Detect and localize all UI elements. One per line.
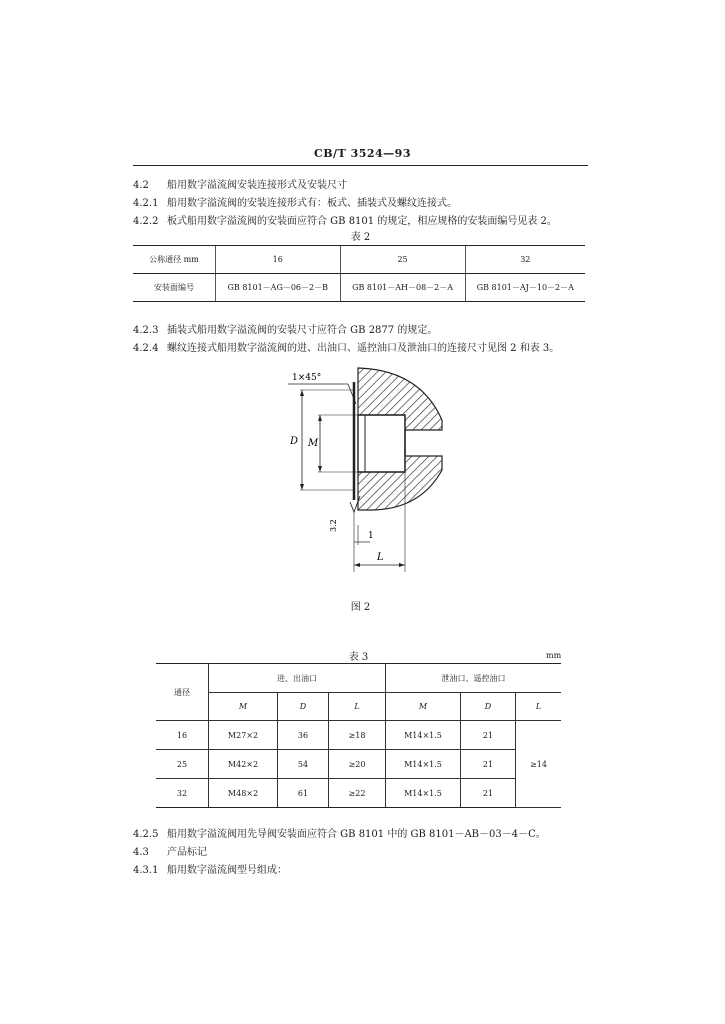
clause-4-2-5: [133, 825, 546, 840]
table-3: [156, 663, 561, 808]
table-cell: 61: [278, 779, 329, 808]
table-cell: M14×1.5: [386, 779, 461, 808]
table-cell: 16: [216, 246, 341, 274]
section-text: 船用数字溢流阀安装连接形式及安装尺寸: [167, 180, 347, 191]
table-cell: 安装面编号: [133, 274, 216, 302]
table-cell: 32: [465, 246, 585, 274]
table3-caption: 表 3: [348, 652, 369, 663]
body-section-lower: [358, 456, 442, 510]
table-cell: M48×2: [209, 779, 278, 808]
figure-2-caption: 图 2: [350, 602, 371, 613]
table-cell: ≥20: [329, 750, 386, 779]
dim-1-label: 1: [368, 531, 374, 541]
table-cell: GB 8101－AG－06－2－B: [216, 274, 341, 302]
dim-M-label: M: [308, 438, 319, 449]
table-cell: ≥22: [329, 779, 386, 808]
table-header-cell: D: [461, 693, 516, 721]
table-header-cell: M: [386, 693, 461, 721]
table-row: [156, 779, 561, 808]
section-4-3: [133, 843, 207, 858]
table-row: [156, 664, 561, 693]
table-cell: 54: [278, 750, 329, 779]
section-number: 4.2.5: [133, 829, 159, 840]
table-cell: 21: [461, 721, 516, 750]
table-cell: 25: [156, 750, 209, 779]
table-cell: M42×2: [209, 750, 278, 779]
table-2: [133, 245, 585, 302]
table-cell: GB 8101－AJ－10－2－A: [465, 274, 585, 302]
table-row: [156, 750, 561, 779]
section-text: 板式船用数字溢流阀的安装面应符合 GB 8101 的规定，相应规格的安装面编号见表 2。: [167, 216, 557, 227]
figure-2-drawing: [270, 360, 470, 580]
section-text: 船用数字溢流阀型号组成：: [167, 865, 287, 876]
section-number: 4.2: [133, 180, 149, 191]
clause-4-3-1: [133, 861, 287, 876]
table-cell: M14×1.5: [386, 750, 461, 779]
table-cell: 25: [340, 246, 465, 274]
section-number: 4.2.3: [133, 325, 159, 336]
section-number: 4.2.4: [133, 343, 159, 354]
roughness-value: 3.2: [329, 519, 338, 532]
section-text: 船用数字溢流阀用先导阀安装面应符合 GB 8101 中的 GB 8101－AB－03－4－C。: [167, 829, 546, 840]
table-row: [156, 721, 561, 750]
table-row: [133, 274, 585, 302]
standard-code: CB/T 3524—93: [313, 147, 411, 160]
table-header-cell: D: [278, 693, 329, 721]
table-cell: 36: [278, 721, 329, 750]
table-cell: GB 8101－AH－08－2－A: [340, 274, 465, 302]
clause-4-2-2: [133, 212, 557, 227]
clause-4-2-4: [133, 339, 559, 354]
section-text: 船用数字溢流阀的安装连接形式有：板式、插装式及螺纹连接式。: [167, 198, 457, 209]
chamfer-label: 1×45°: [292, 373, 322, 383]
table-header-cell: L: [516, 693, 562, 721]
section-number: 4.3: [133, 847, 149, 858]
table-cell: 21: [461, 779, 516, 808]
table-header-cell: 进、出油口: [209, 664, 386, 693]
section-number: 4.3.1: [133, 865, 159, 876]
dim-D-label: D: [290, 436, 299, 447]
table-cell: 16: [156, 721, 209, 750]
section-text: 螺纹连接式船用数字溢流阀的进、出油口、遥控油口及泄油口的连接尺寸见图 2 和表 3。: [167, 343, 560, 354]
header-rule: [133, 165, 588, 166]
section-number: 4.2.2: [133, 216, 159, 227]
table-cell: 32: [156, 779, 209, 808]
table-cell: M27×2: [209, 721, 278, 750]
table-row: [156, 693, 561, 721]
table-header-cell: M: [209, 693, 278, 721]
table-header-cell: 通径: [156, 664, 209, 721]
section-text: 产品标记: [167, 847, 207, 858]
table-cell: ≥18: [329, 721, 386, 750]
table3-unit: mm: [546, 651, 562, 660]
dim-L-label: L: [377, 552, 384, 563]
table-cell: 21: [461, 750, 516, 779]
clause-4-2-1: [133, 194, 457, 209]
clause-4-2-3: [133, 321, 437, 336]
section-number: 4.2.1: [133, 198, 159, 209]
table-header-cell: 泄油口、遥控油口: [386, 664, 562, 693]
body-section-upper: [358, 368, 442, 430]
table-cell: 公称通径 mm: [133, 246, 216, 274]
section-4-2: [133, 176, 347, 191]
table2-caption: 表 2: [350, 232, 371, 243]
table-header-cell: L: [329, 693, 386, 721]
table-cell: M14×1.5: [386, 721, 461, 750]
table-row: [133, 246, 585, 274]
section-text: 插装式船用数字溢流阀的安装尺寸应符合 GB 2877 的规定。: [167, 325, 438, 336]
table-cell: ≥14: [516, 721, 562, 808]
